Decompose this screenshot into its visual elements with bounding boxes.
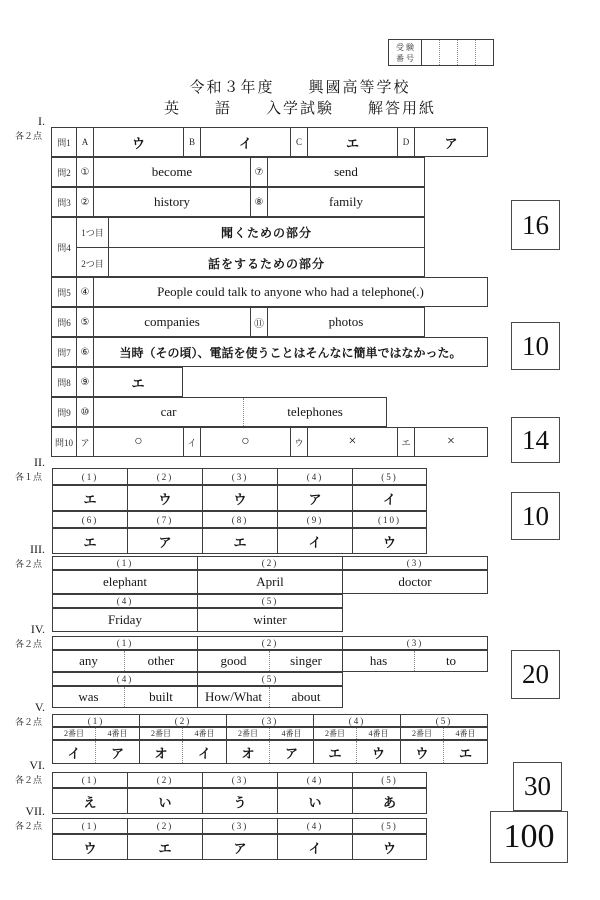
s7-ans: エ <box>128 835 203 859</box>
s2-head: (7) <box>128 512 203 527</box>
s5-answer-row <box>52 740 488 764</box>
s7-ans: ウ <box>53 835 128 859</box>
s1-q3-ans-2: family <box>329 194 363 209</box>
section4-points: 各２点 <box>14 639 42 649</box>
s4-header-row-1 <box>52 636 488 650</box>
s1-q4-key-2: 2つ目 <box>77 248 109 277</box>
s1-q9-row <box>51 397 387 427</box>
s2-ans: ウ <box>203 486 278 510</box>
s5-sub: 2番目 <box>53 728 96 739</box>
s1-q10-ans-a: ○ <box>94 428 184 456</box>
s1-q1-key-b: B <box>184 128 201 156</box>
score-box-s4: 20 <box>511 650 560 699</box>
s2-head: (1) <box>53 469 128 484</box>
section1-points: 各２点 <box>14 131 42 141</box>
section2-points: 各１点 <box>14 472 42 482</box>
s1-q1-row <box>51 127 488 157</box>
s1-q7-row <box>51 337 488 367</box>
s6-answer-row <box>52 788 427 814</box>
s5-header-row <box>52 714 488 727</box>
s3-ans: Friday <box>53 609 198 631</box>
s3-head: (2) <box>198 557 343 569</box>
section2-label: II. <box>34 455 45 469</box>
s7-answer-row <box>52 834 427 860</box>
s2-head: (4) <box>278 469 353 484</box>
s4-ans: other <box>125 651 198 671</box>
s4-answer-row-2 <box>52 686 343 708</box>
s1-q6-row <box>51 307 425 337</box>
s2-head: (6) <box>53 512 128 527</box>
section1-label: I. <box>38 114 45 128</box>
s1-q10-key-c: ウ <box>291 428 308 456</box>
s1-q4-ans-2: 話をするための部分 <box>207 256 325 271</box>
section7-label: VII. <box>25 804 45 818</box>
s3-answer-row-1 <box>52 570 488 594</box>
s3-ans: elephant <box>53 571 198 593</box>
s7-head: (5) <box>381 821 398 831</box>
s1-q9-key: ⑩ <box>77 398 94 426</box>
s4-ans: to <box>445 653 457 668</box>
s1-q4-row <box>51 217 425 277</box>
s2-head: (9) <box>278 512 353 527</box>
s1-q3-row <box>51 187 425 217</box>
s1-q5-row <box>51 277 488 307</box>
s1-q1-key-d: D <box>398 128 415 156</box>
s4-ans: good <box>198 651 270 671</box>
s1-q9-ans-1: car <box>94 398 244 426</box>
section6-label: VI. <box>29 758 45 772</box>
s1-q2-ans-1: become <box>94 158 251 186</box>
s3-head: (4) <box>53 595 198 607</box>
score-box-total: 100 <box>490 811 568 863</box>
section3-points: 各２点 <box>14 559 42 569</box>
s5-ans: ア <box>270 741 314 763</box>
s1-q5-key: ④ <box>77 278 94 306</box>
s3-answer-row-2 <box>52 608 343 632</box>
s6-head: (2) <box>128 773 203 787</box>
s5-ans: ウ <box>401 741 444 763</box>
s1-q4-ans-1: 聞くための部分 <box>220 226 312 240</box>
s5-ans: オ <box>227 741 270 763</box>
examinee-number-cell <box>458 40 476 65</box>
s4-ans: built <box>125 687 198 707</box>
s1-q6-no: 問6 <box>52 308 77 336</box>
s2-ans: ウ <box>382 534 396 550</box>
examinee-label-line2: 番 号 <box>396 53 414 63</box>
score-box-s6: 30 <box>513 762 562 811</box>
s1-q3-key-1: ② <box>77 188 94 216</box>
s1-q8-ans: エ <box>131 375 145 391</box>
s5-sub: 2番目 <box>314 728 357 739</box>
s1-q9-no: 問9 <box>52 398 77 426</box>
s7-ans: ウ <box>382 840 396 856</box>
s2-ans: ア <box>128 529 203 553</box>
s3-head: (1) <box>53 557 198 569</box>
s6-ans: い <box>278 789 353 813</box>
section6-points: 各２点 <box>14 775 42 785</box>
s7-ans: イ <box>278 835 353 859</box>
s1-q2-key-1: ① <box>77 158 94 186</box>
s5-sub-header-row <box>52 727 488 740</box>
examinee-number-cell <box>422 40 440 65</box>
s1-q5-no: 問5 <box>52 278 77 306</box>
score-box-s2: 10 <box>511 492 560 540</box>
s4-head: (4) <box>53 673 198 685</box>
section3-label: III. <box>30 542 45 556</box>
s1-q6-key-1: ⑤ <box>77 308 94 336</box>
s7-header-row <box>52 818 427 834</box>
s5-ans: エ <box>314 741 357 763</box>
s5-sub: 2番目 <box>227 728 270 739</box>
s7-head: (2) <box>128 819 203 833</box>
s1-q1-ans-c: エ <box>308 128 398 156</box>
s2-header-row-2 <box>52 511 427 528</box>
s2-head: (2) <box>128 469 203 484</box>
s4-ans: any <box>53 651 125 671</box>
s5-ans: エ <box>458 745 472 761</box>
s1-q10-key-a: ア <box>77 428 94 456</box>
s1-q7-no: 問7 <box>52 338 77 366</box>
s1-q3-no: 問3 <box>52 188 77 216</box>
s4-ans: about <box>291 689 321 704</box>
score-box-s1b: 10 <box>511 322 560 370</box>
s2-head: (3) <box>203 469 278 484</box>
s5-sub: 4番目 <box>357 728 401 739</box>
s6-ans: え <box>53 789 128 813</box>
examinee-number-cell <box>476 40 493 65</box>
section7-points: 各２点 <box>14 821 42 831</box>
s5-ans: オ <box>140 741 183 763</box>
s2-ans: イ <box>278 529 353 553</box>
s1-q6-key-2: ⑪ <box>251 308 268 336</box>
s2-header-row-1 <box>52 468 427 485</box>
s5-sub: 2番目 <box>140 728 183 739</box>
s4-head: (1) <box>53 637 198 649</box>
s2-head: (5) <box>381 471 398 482</box>
s4-head: (3) <box>406 638 424 648</box>
examinee-number-label <box>389 40 422 65</box>
s6-header-row <box>52 772 427 788</box>
s5-sub: 4番目 <box>270 728 314 739</box>
s6-head: (4) <box>278 773 353 787</box>
s2-ans: エ <box>53 486 128 510</box>
s2-answer-row-2 <box>52 528 427 554</box>
section4-label: IV. <box>30 622 45 636</box>
s1-q4-no: 問4 <box>52 218 77 276</box>
s3-head: (5) <box>261 596 279 606</box>
s5-sub: 4番目 <box>455 729 476 738</box>
s2-head: (8) <box>203 512 278 527</box>
examinee-label-line1: 受 験 <box>396 42 414 52</box>
s2-ans: ウ <box>128 486 203 510</box>
s5-head: (1) <box>53 715 140 726</box>
s2-head: (10) <box>378 514 401 525</box>
s1-q1-key-a: A <box>77 128 94 156</box>
s1-q10-ans-c: × <box>308 428 398 456</box>
s6-head: (5) <box>381 775 398 785</box>
s4-ans: singer <box>270 651 343 671</box>
s1-q4-key-1: 1つ目 <box>77 218 109 247</box>
s4-answer-row-1 <box>52 650 488 672</box>
s7-head: (4) <box>278 819 353 833</box>
s1-q1-ans-b: イ <box>201 128 291 156</box>
s3-ans: April <box>198 571 343 593</box>
s1-q3-key-2: ⑧ <box>251 188 268 216</box>
section5-label: V. <box>34 700 45 714</box>
s5-head: (3) <box>227 715 314 726</box>
s1-q1-no: 問1 <box>52 128 77 156</box>
s1-q2-row <box>51 157 425 187</box>
section5-points: 各２点 <box>14 717 42 727</box>
s1-q10-no: 問10 <box>52 428 77 456</box>
s4-header-row-2 <box>52 672 343 686</box>
score-box-s1a: 16 <box>511 200 560 250</box>
s5-ans: イ <box>183 741 227 763</box>
s1-q7-ans: 当時（その頃）、電話を使うことはそんなに簡単ではなかった。 <box>119 345 462 360</box>
s3-header-row-2 <box>52 594 343 608</box>
s1-q10-ans-b: ○ <box>201 428 291 456</box>
s7-head: (1) <box>53 819 128 833</box>
s1-q6-ans-1: companies <box>94 308 251 336</box>
s1-q1-key-c: C <box>291 128 308 156</box>
s1-q8-no: 問8 <box>52 368 77 396</box>
s1-q8-row <box>51 367 183 397</box>
s1-q9-ans-2: telephones <box>287 404 343 419</box>
s4-head: (2) <box>198 637 343 649</box>
s5-head: (5) <box>435 715 453 726</box>
s6-ans: う <box>203 789 278 813</box>
s6-ans: あ <box>382 794 396 810</box>
s5-ans: ウ <box>357 741 401 763</box>
s3-ans: winter <box>253 612 287 627</box>
s5-sub: 4番目 <box>96 728 140 739</box>
s4-ans: has <box>343 651 415 671</box>
sheet-title-line1: 令和３年度 興國高等学校 <box>189 80 411 96</box>
s5-sub: 2番目 <box>401 728 444 739</box>
s2-ans: イ <box>382 491 396 507</box>
s5-ans: イ <box>53 741 96 763</box>
s1-q10-key-d: エ <box>398 428 415 456</box>
s1-q3-ans-1: history <box>94 188 251 216</box>
s4-ans: was <box>53 687 125 707</box>
sheet-title-line2: 英 語 入学試験 解答用紙 <box>163 101 436 117</box>
s1-q2-key-2: ⑦ <box>251 158 268 186</box>
s7-head: (3) <box>203 819 278 833</box>
s4-head: (5) <box>261 674 279 684</box>
score-box-s1c: 14 <box>511 417 560 463</box>
s2-ans: エ <box>53 529 128 553</box>
s2-answer-row-1 <box>52 485 427 511</box>
s4-ans: How/What <box>198 687 270 707</box>
s2-ans: エ <box>203 529 278 553</box>
s1-q8-key: ⑨ <box>77 368 94 396</box>
s6-ans: い <box>128 789 203 813</box>
s1-q1-ans-d: ア <box>444 135 458 151</box>
s2-ans: ア <box>278 486 353 510</box>
s1-q5-ans: People could talk to anyone who had a telephone(.) <box>157 284 424 299</box>
examinee-number-cell <box>440 40 458 65</box>
s5-head: (2) <box>140 715 227 726</box>
s1-q10-key-b: イ <box>184 428 201 456</box>
s6-head: (3) <box>203 773 278 787</box>
s5-head: (4) <box>314 715 401 726</box>
s3-ans: doctor <box>398 574 432 589</box>
s5-sub: 4番目 <box>183 728 227 739</box>
s5-ans: ア <box>96 741 140 763</box>
s1-q1-ans-a: ウ <box>94 128 184 156</box>
s3-header-row-1 <box>52 556 488 570</box>
s6-head: (1) <box>53 773 128 787</box>
s1-q7-key: ⑥ <box>77 338 94 366</box>
s7-ans: ア <box>203 835 278 859</box>
s1-q2-ans-2: send <box>334 164 358 179</box>
s1-q6-ans-2: photos <box>328 314 364 329</box>
s1-q10-ans-d: × <box>447 434 455 449</box>
s1-q10-row <box>51 427 488 457</box>
examinee-number-box <box>388 39 494 66</box>
s1-q2-no: 問2 <box>52 158 77 186</box>
s3-head: (3) <box>406 558 424 568</box>
